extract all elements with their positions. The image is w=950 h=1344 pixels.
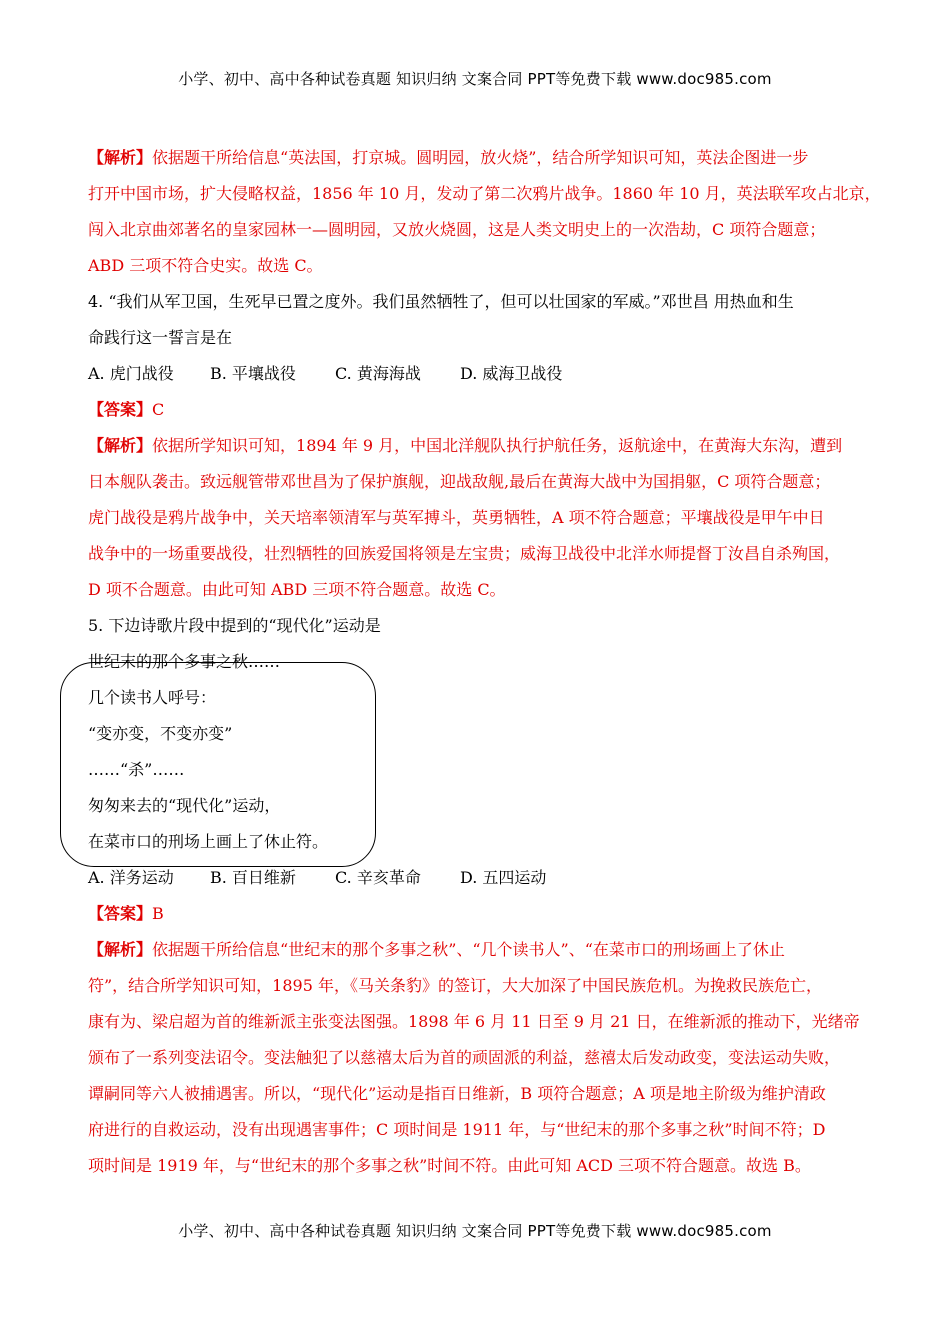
q4-analysis-line: 战争中的一场重要战役，壮烈牺牲的回族爱国将领是左宝贵；威海卫战役中北洋水师提督丁汝昌自杀殉国， bbox=[88, 544, 841, 563]
q4-option-b: B. 平壤战役 bbox=[210, 364, 296, 383]
q3-analysis-line: 闯入北京曲郊著名的皇家园林一—圆明园，又放火烧圆，这是人类文明史上的一次浩劫，C 项符合题意； bbox=[88, 220, 826, 239]
page-footer: 小学、初中、高中各种试卷真题 知识归纳 文案合同 PPT等免费下载 www.doc985.com bbox=[178, 1222, 772, 1240]
q5-stem: 5. 下边诗歌片段中提到的“现代化”运动是 bbox=[88, 616, 381, 635]
poem-line: 在菜市口的刑场上画上了休止符。 bbox=[88, 832, 329, 851]
q5-analysis-line: 项时间是 1919 年，与“世纪末的那个多事之秋”时间不符。由此可知 ACD 三项不符合题意。故选 B。 bbox=[88, 1156, 811, 1175]
page-header: 小学、初中、高中各种试卷真题 知识归纳 文案合同 PPT等免费下载 www.doc985.com bbox=[178, 70, 772, 88]
answer-tag: 【答案】 bbox=[88, 904, 153, 923]
answer-value: B bbox=[152, 904, 164, 923]
q4-stem: 命践行这一誓言是在 bbox=[88, 328, 233, 347]
q5-analysis-line: 谭嗣同等六人被捕遇害。所以，“现代化”运动是指百日维新，B 项符合题意；A 项是地主阶级为维护清政 bbox=[88, 1084, 826, 1103]
poem-line: ……“杀”…… bbox=[88, 760, 185, 779]
q5-analysis-line: 【解析】依据题干所给信息“世纪末的那个多事之秋”、“几个读书人”、“在菜市口的刑场画上了休止 bbox=[88, 940, 785, 959]
q4-stem: 4. “我们从军卫国，生死早已置之度外。我们虽然牺牲了，但可以壮国家的军威。”邓世昌 用热血和生 bbox=[88, 292, 794, 311]
q4-analysis-line: 【解析】依据所学知识可知，1894 年 9 月，中国北洋舰队执行护航任务，返航途中，在黄海大东沟，遭到 bbox=[88, 436, 843, 455]
poem-line: 几个读书人呼号： bbox=[88, 688, 217, 707]
analysis-tag: 【解析】 bbox=[88, 148, 153, 167]
poem-line: 世纪末的那个多事之秋…… bbox=[88, 652, 281, 671]
answer-value: C bbox=[152, 400, 165, 419]
q5-option-b: B. 百日维新 bbox=[210, 868, 296, 887]
q4-analysis-line: 日本舰队袭击。致远舰管带邓世昌为了保护旗舰，迎战敌舰,最后在黄海大战中为国捐躯，C 项符合题意； bbox=[88, 472, 831, 491]
q3-analysis-line: 打开中国市场，扩大侵略权益，1856 年 10 月，发动了第二次鸦片战争。1860 年 10 月，英法联军攻占北京， bbox=[88, 184, 881, 203]
q5-answer bbox=[88, 896, 878, 932]
q4-analysis-line: D 项不合题意。由此可知 ABD 三项不符合题意。故选 C。 bbox=[88, 580, 506, 599]
poem-line: “变亦变，不变亦变” bbox=[88, 724, 233, 743]
q5-analysis-line: 颁布了一系列变法诏令。变法触犯了以慈禧太后为首的顽固派的利益，慈禧太后发动政变，变法运动失败， bbox=[88, 1048, 841, 1067]
q5-option-c: C. 辛亥革命 bbox=[335, 868, 421, 887]
q5-analysis-line: 康有为、梁启超为首的维新派主张变法图强。1898 年 6 月 11 日至 9 月 21 日，在维新派的推动下，光绪帝 bbox=[88, 1012, 860, 1031]
analysis-tag: 【解析】 bbox=[88, 940, 153, 959]
q4-analysis-line: 虎门战役是鸦片战争中，关天培率领清军与英军搏斗，英勇牺牲，A 项不符合题意；平壤战役是甲午中日 bbox=[88, 508, 825, 527]
q3-analysis-line: ABD 三项不符合史实。故选 C。 bbox=[88, 256, 323, 275]
poem-frame bbox=[60, 662, 376, 867]
q5-option-d: D. 五四运动 bbox=[460, 868, 547, 887]
q3-analysis-line: 【解析】依据题干所给信息“英法国，打京城。圆明园，放火烧”，结合所学知识可知，英法企图进一步 bbox=[88, 148, 809, 167]
q4-option-a: A. 虎门战役 bbox=[88, 364, 174, 383]
q4-options bbox=[88, 356, 878, 392]
q4-option-d: D. 威海卫战役 bbox=[460, 364, 563, 383]
poem-line: 匆匆来去的“现代化”运动， bbox=[88, 796, 281, 815]
q5-analysis-line: 府进行的自救运动，没有出现遇害事件；C 项时间是 1911 年，与“世纪末的那个多事之秋”时间不符；D bbox=[88, 1120, 826, 1139]
q4-answer bbox=[88, 392, 878, 428]
q5-option-a: A. 洋务运动 bbox=[88, 868, 174, 887]
q5-analysis-line: 符”，结合所学知识可知，1895 年，《马关条豹》的签订，大大加深了中国民族危机。为挽救民族危亡， bbox=[88, 976, 822, 995]
answer-tag: 【答案】 bbox=[88, 400, 153, 419]
q4-option-c: C. 黄海海战 bbox=[335, 364, 421, 383]
analysis-tag: 【解析】 bbox=[88, 436, 153, 455]
